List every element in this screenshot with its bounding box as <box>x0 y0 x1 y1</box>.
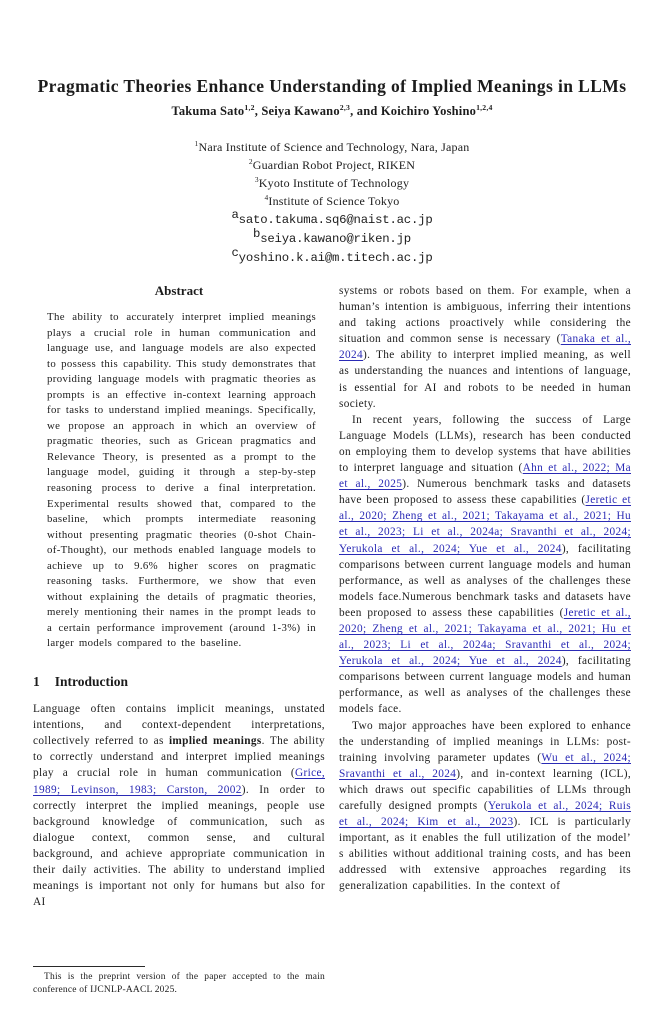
text-segment: systems or robots based on them. For example, when a human’s intention is ambiguous, inferring their intentions and taking actions proactively while considering the situation and common sense is necessary ( <box>339 285 631 346</box>
footnote-rule <box>33 966 145 967</box>
text-segment: c <box>231 246 239 260</box>
footnote-text: This is the preprint version of the paper accepted to the main conference of IJCNLP-AACL 2025. <box>33 972 325 995</box>
text-segment: a <box>231 208 239 222</box>
right-column <box>339 283 631 895</box>
citation-link[interactable]: Yerukola et al., 2024; Ruis et al., 2024; Kim et al., 2023 <box>339 800 632 829</box>
text-segment: implied meanings <box>168 735 262 748</box>
email-line-c <box>0 248 664 267</box>
text-segment: 3 <box>254 175 259 184</box>
affiliation-line-2 <box>0 156 664 174</box>
section-number: 1 <box>33 674 40 690</box>
abstract-text: The ability to accurately interpret implied meanings plays a crucial role in human communication and language use, and language models are also expected to possess this capability. This study demonstrates that providing language models with pragmatic theories as prompts is an effective in-context learning approach for tasks to understand implied meanings. Specifically, we propose an approach in which an overview of pragmatic theories, such as Gricean pragmatics and Relevance Theory, is presented as a prompt to the language model, guiding it through a step-by-step reasoning process to derive a final interpretation. Experimental results showed that, compared to the baseline, which prompts intermediate reasoning without presenting pragmatic theories (0-shot Chain-of-Thought), our methods enabled language models to achieve up to 9.6% higher scores on pragmatic reasoning tasks. Furthermore, we show that even without explaining the details of pragmatic theories, merely mentioning their names in the prompt leads to a certain performance improvement (around 1-3%) in larger models compared to the baseline. <box>47 311 316 650</box>
affiliation-line-3 <box>0 174 664 192</box>
text-segment: Two major approaches have been explored to enhance the understanding of implied meanings in LLMs: post-training involving parameter updates ( <box>339 719 631 764</box>
paragraph-right-1 <box>339 283 631 412</box>
text-segment: 1,2,4 <box>476 102 493 112</box>
section-1-heading <box>33 674 325 690</box>
footnote <box>33 966 325 997</box>
citation-link[interactable]: Wu et al., 2024; Sravanthi et al., 2024 <box>339 751 631 780</box>
email-line-b <box>0 229 664 248</box>
text-segment: Language often contains implicit meanings, unstated intentions, and context-dependent interpretations, collectively referred to as <box>33 703 325 748</box>
text-segment: Nara Institute of Science and Technology, Nara, Japan <box>198 140 470 154</box>
text-segment: , Seiya Kawano <box>254 104 340 118</box>
text-segment: ), and in-context learning (ICL), which draws out specific capabilities of LLMs through carefully designed prompts ( <box>339 767 631 812</box>
text-segment: Kyoto Institute of Technology <box>258 176 410 190</box>
text-segment: . The ability to correctly understand and interpret implied meanings play a crucial role in human communication ( <box>33 735 325 780</box>
text-segment: ). The ability to interpret implied meaning, as well as understanding the nuances and intentions of language, is essential for AI and robots to be needed in human society. <box>339 349 631 410</box>
text-segment: ), facilitating comparisons between current language models and human performance, as well as analyses of the challenges these models face. <box>339 655 631 716</box>
author-line <box>0 104 664 119</box>
paragraph-right-3 <box>339 718 631 895</box>
abstract-heading: Abstract <box>154 283 204 298</box>
text-segment: seiya.kawano@riken.jp <box>260 232 411 246</box>
text-segment: 4 <box>264 193 269 202</box>
intro-paragraph-left <box>33 701 325 910</box>
text-segment: Takuma Sato <box>171 104 245 118</box>
text-segment: Institute of Science Tokyo <box>268 194 400 208</box>
affiliation-block <box>0 138 664 267</box>
text-segment: ). Numerous benchmark tasks and datasets have been proposed to assess these capabilities ( <box>339 478 631 507</box>
paragraph-right-2 <box>339 412 631 718</box>
text-segment: sato.takuma.sq6@naist.ac.jp <box>238 213 433 227</box>
text-segment: ). In order to correctly interpret the implied meanings, people use background knowledge of communication, such as dialogue context, common sense, and cultural background, and achieve appropriate communication in their daily activities. The ability to understand implied meanings is important not only for humans but also for AI <box>33 783 325 909</box>
email-line-a <box>0 210 664 229</box>
text-segment: , and Koichiro Yoshino <box>350 104 477 118</box>
text-segment: 1 <box>194 139 199 148</box>
text-segment: ). ICL is particularly important, as it enables the full utilization of the model’ s abilities without additional training costs, and has been addressed with extensive approaches regarding its generalization capabilities. In the context of <box>339 816 631 893</box>
citation-link[interactable]: Jeretic et al., 2020; Zheng et al., 2021; Takayama et al., 2021; Hu et al., 2023; Li et al., 2024a; Sravanthi et al., 2024; Yerukola et al., 2024; Yue et al., 2024 <box>339 606 631 668</box>
citation-link[interactable]: Tanaka et al., 2024 <box>339 333 631 362</box>
text-segment: 2,3 <box>339 102 351 112</box>
text-segment: yoshino.k.ai@m.titech.ac.jp <box>238 251 433 265</box>
section-title: Introduction <box>54 674 129 690</box>
text-segment: b <box>253 227 261 241</box>
text-segment: 2 <box>248 157 253 166</box>
text-segment: 1,2 <box>244 102 255 112</box>
text-segment: In recent years, following the success of Large Language Models (LLMs), research has been conducted on employing them to develop systems that have abilities to interpret language and situation ( <box>339 413 631 475</box>
citation-link[interactable]: Ahn et al., 2022; Ma et al., 2025 <box>339 462 631 491</box>
left-column <box>33 283 325 910</box>
paper-title: Pragmatic Theories Enhance Understanding of Implied Meanings in LLMs <box>37 76 627 96</box>
affiliation-line-1 <box>0 138 664 156</box>
citation-link[interactable]: Jeretic et al., 2020; Zheng et al., 2021; Takayama et al., 2021; Hu et al., 2023; Li et al., 2024a; Sravanthi et al., 2024; Yerukola et al., 2024; Yue et al., 2024 <box>339 494 631 555</box>
citation-link[interactable]: Grice, 1989; Levinson, 1983; Carston, 2002 <box>33 767 325 796</box>
affiliation-line-4 <box>0 192 664 210</box>
text-segment: ), facilitating comparisons between current language models and human performance, as well as analyses of the challenges these models face.Numerous benchmark tasks and datasets have been proposed to assess these capabilities ( <box>339 542 631 619</box>
text-segment: Guardian Robot Project, RIKEN <box>252 158 416 172</box>
